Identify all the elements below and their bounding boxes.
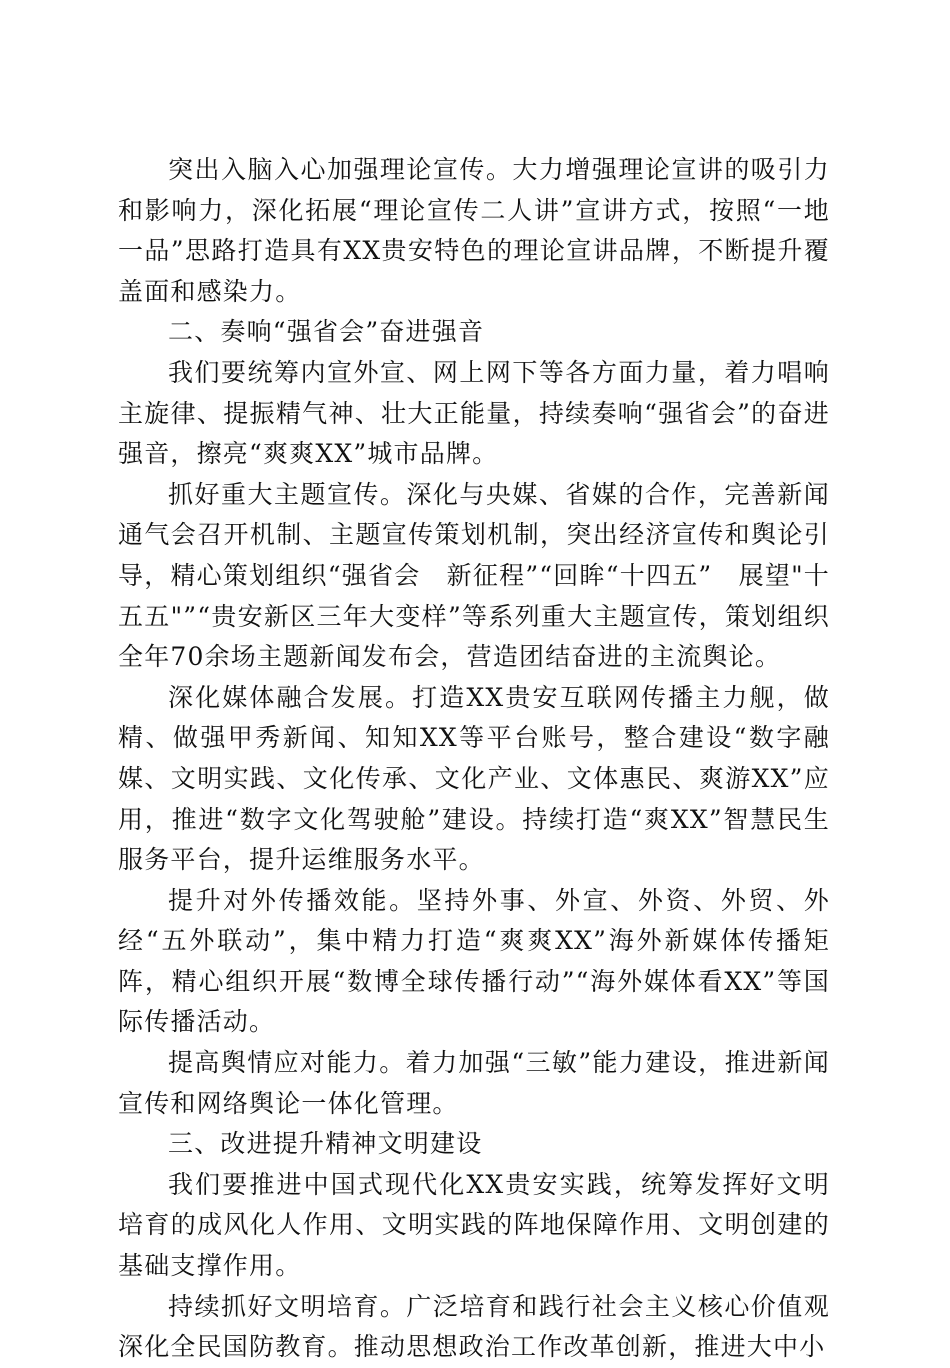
section-heading-3: 三、改进提升精神文明建设 bbox=[168, 1129, 483, 1159]
paragraph-external-communication: 提升对外传播效能。坚持外事、外宣、外资、外贸、外经“五外联动”，集中精力打造“爽爽XX”海外新媒体传播矩阵，精心组织开展“数博全球传播行动”“海外媒体看XX”等国际传播活动。 bbox=[118, 885, 830, 1037]
paragraph-section-3-intro: 我们要推进中国式现代化XX贵安实践，统筹发挥好文明培育的成风化人作用、文明实践的阵地保障作用、文明创建的基础支撑作用。 bbox=[118, 1169, 830, 1281]
paragraph-civilization-cultivation: 持续抓好文明培育。广泛培育和践行社会主义核心价值观深化全民国防教育。推动思想政治工作改革创新，推进大中小 bbox=[118, 1291, 830, 1362]
paragraph-media-integration: 深化媒体融合发展。打造XX贵安互联网传播主力舰，做精、做强甲秀新闻、知知XX等平台账号，整合建设“数字融媒、文明实践、文化传承、文化产业、文体惠民、爽游XX”应用，推进“数字文化驾驶舱”建设。持续打造“爽XX”智慧民生服务平台，提升运维服务水平。 bbox=[118, 682, 830, 875]
paragraph-major-theme-publicity: 抓好重大主题宣传。深化与央媒、省媒的合作，完善新闻通气会召开机制、主题宣传策划机制，突出经济宣传和舆论引导，精心策划组织“强省会 新征程”“回眸“十四五” 展望"十五五"”“贵安新区三年大变样”等系列重大主题宣传，策划组织全年70余场主题新闻发布会，营造团结奋进的主流舆论。 bbox=[118, 479, 830, 672]
section-heading-2: 二、奏响“强省会”奋进强音 bbox=[168, 317, 485, 347]
paragraph-public-opinion-response: 提高舆情应对能力。着力加强“三敏”能力建设，推进新闻宣传和网络舆论一体化管理。 bbox=[118, 1048, 830, 1118]
document-body bbox=[118, 150, 830, 1368]
paragraph-section-2-intro: 我们要统筹内宣外宣、网上网下等各方面力量，着力唱响主旋律、提振精气神、壮大正能量，持续奏响“强省会”的奋进强音，擦亮“爽爽XX”城市品牌。 bbox=[118, 357, 830, 469]
paragraph-theory-publicity: 突出入脑入心加强理论宣传。大力增强理论宣讲的吸引力和影响力，深化拓展“理论宣传二人讲”宣讲方式，按照“一地一品”思路打造具有XX贵安特色的理论宣讲品牌，不断提升覆盖面和感染力。 bbox=[118, 155, 830, 306]
